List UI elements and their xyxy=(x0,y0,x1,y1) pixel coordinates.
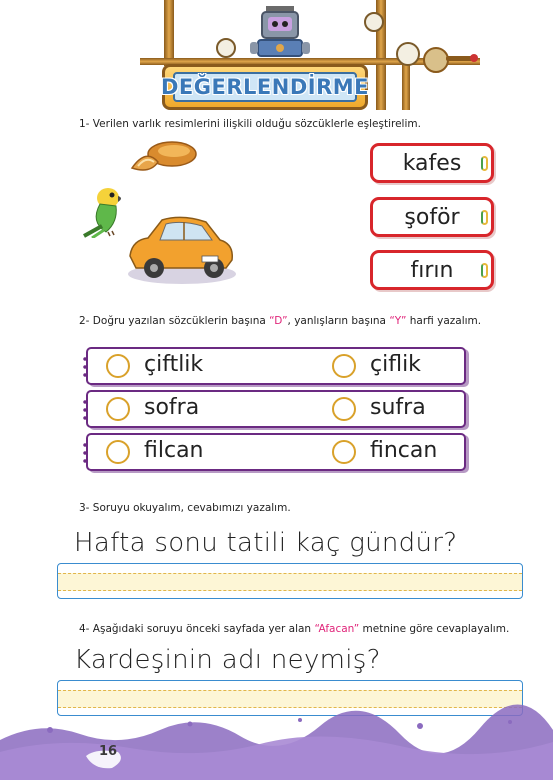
match-word: şoför xyxy=(404,204,460,230)
spelling-word: çiflik xyxy=(370,352,421,377)
spelling-word: sofra xyxy=(144,395,200,420)
page-title: DEĞERLENDİRME xyxy=(161,75,369,99)
match-word: kafes xyxy=(402,150,462,176)
question-2-prompt: 2- Doğru yazılan sözcüklerin başına “D”, yanlışların başına “Y” harfi yazalım. xyxy=(79,315,482,327)
spelling-row xyxy=(86,433,466,471)
match-point-icon[interactable] xyxy=(481,210,488,225)
footer-splash xyxy=(0,700,553,780)
question-1-prompt: 1- Verilen varlık resimlerini ilişkili olduğu sözcüklerle eşleştirelim. xyxy=(79,118,421,130)
spelling-row xyxy=(86,390,466,428)
gauge-icon xyxy=(216,38,236,58)
afacan-label: “Afacan” xyxy=(314,623,360,635)
spelling-row xyxy=(86,347,466,385)
spelling-word: fincan xyxy=(370,438,438,463)
answer-circle-input[interactable] xyxy=(106,440,130,464)
y-label: “Y” xyxy=(389,315,407,327)
d-label: “D” xyxy=(269,315,288,327)
match-word-box[interactable] xyxy=(370,197,494,237)
match-point-icon[interactable] xyxy=(481,263,488,278)
question-4-prompt: 4- Aşağıdaki soruyu önceki sayfada yer alan “Afacan” metnine göre cevaplayalım. xyxy=(79,623,510,635)
header-banner xyxy=(140,0,480,112)
spelling-word: filcan xyxy=(144,438,204,463)
answer-3-field[interactable] xyxy=(57,563,523,599)
gauge-icon xyxy=(396,42,420,66)
gauge-icon xyxy=(364,12,384,32)
match-word-box[interactable] xyxy=(370,250,494,290)
bread-image xyxy=(128,138,198,176)
car-image xyxy=(122,210,238,286)
match-word: fırın xyxy=(410,257,454,283)
title-plate xyxy=(162,64,368,110)
answer-circle-input[interactable] xyxy=(332,397,356,421)
robot-icon xyxy=(248,4,312,62)
question-3-text: Hafta sonu tatili kaç gündür? xyxy=(74,528,458,558)
answer-circle-input[interactable] xyxy=(332,440,356,464)
spelling-word: sufra xyxy=(370,395,426,420)
question-4-text: Kardeşinin adı neymiş? xyxy=(74,645,381,675)
footer xyxy=(0,700,553,780)
pipe-right-2 xyxy=(402,60,410,110)
match-word-box[interactable] xyxy=(370,143,494,183)
crank-icon xyxy=(422,30,478,80)
match-point-icon[interactable] xyxy=(481,156,488,171)
answer-circle-input[interactable] xyxy=(106,397,130,421)
question-3-prompt: 3- Soruyu okuyalım, cevabımızı yazalım. xyxy=(79,502,291,514)
answer-circle-input[interactable] xyxy=(106,354,130,378)
answer-circle-input[interactable] xyxy=(332,354,356,378)
page-number: 16 xyxy=(99,744,118,759)
pipe-left xyxy=(164,0,174,66)
spelling-word: çiftlik xyxy=(144,352,204,377)
